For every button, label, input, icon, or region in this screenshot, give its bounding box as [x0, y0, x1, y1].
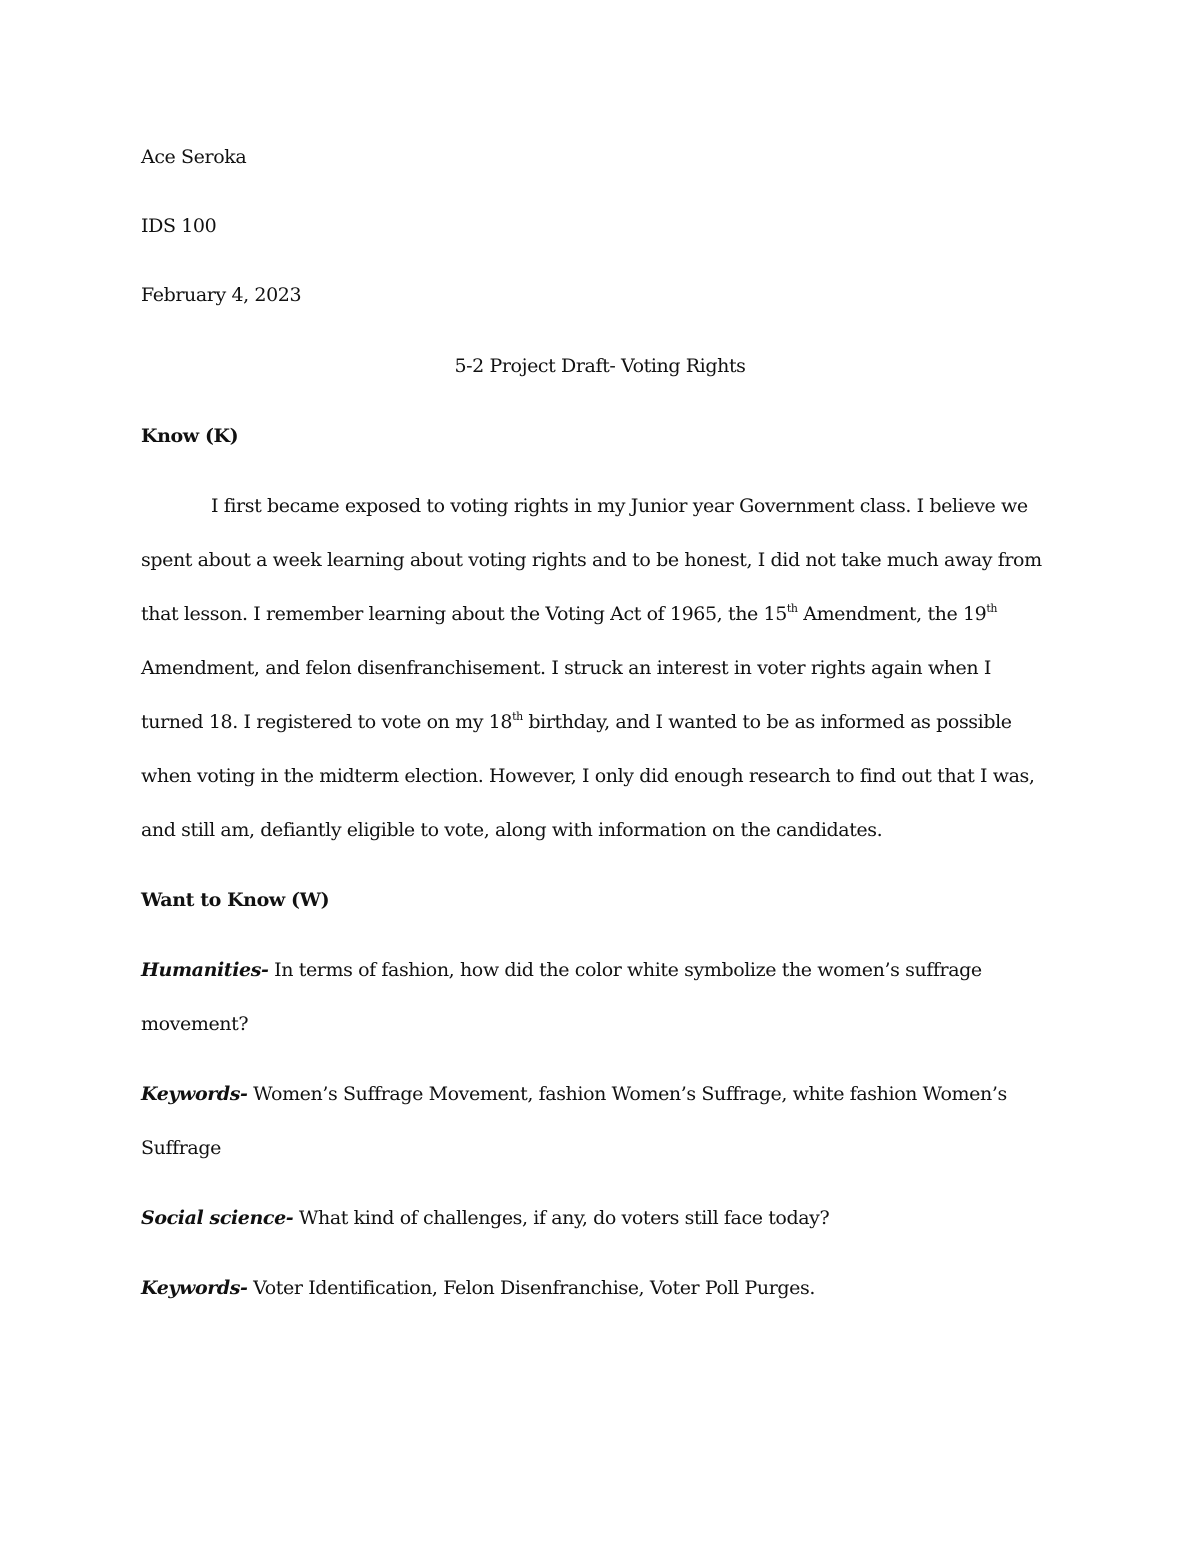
know-paragraph-line: [141, 602, 997, 626]
humanities-question: [141, 958, 982, 982]
social-science-label: Social science-: [141, 1207, 294, 1229]
know-heading: Know (K): [141, 425, 239, 447]
superscript: th: [986, 601, 998, 615]
text-run: that lesson. I remember learning about the Voting Act of 1965, the 15: [141, 603, 787, 625]
superscript: th: [512, 709, 523, 723]
document-date: February 4, 2023: [141, 284, 302, 306]
social-science-text: What kind of challenges, if any, do voters still face today?: [293, 1207, 830, 1229]
keywords-humanities: [141, 1082, 1007, 1106]
course-name: IDS 100: [141, 215, 217, 237]
humanities-text: In terms of fashion, how did the color white symbolize the women’s suffrage: [268, 959, 982, 981]
want-heading: Want to Know (W): [141, 889, 330, 911]
keywords-text: Women’s Suffrage Movement, fashion Women’s Suffrage, white fashion Women’s: [247, 1083, 1007, 1105]
keywords-text: Voter Identification, Felon Disenfranchise, Voter Poll Purges.: [247, 1277, 816, 1299]
text-run: birthday, and I wanted to be as informed as possible: [522, 711, 1012, 733]
know-paragraph-line: when voting in the midterm election. However, I only did enough research to find out that I was,: [141, 765, 1035, 787]
know-paragraph-line: [141, 710, 1012, 734]
social-science-question: [141, 1206, 829, 1230]
humanities-label: Humanities-: [141, 959, 269, 981]
author-name: Ace Seroka: [141, 146, 247, 168]
keywords-social-science: [141, 1276, 815, 1300]
keywords-label: Keywords-: [141, 1083, 248, 1105]
superscript: th: [786, 601, 798, 615]
know-paragraph-line: spent about a week learning about voting rights and to be honest, I did not take much away from: [141, 549, 1042, 571]
know-paragraph-line: and still am, defiantly eligible to vote, along with information on the candidates.: [141, 819, 883, 841]
document-title: 5-2 Project Draft- Voting Rights: [454, 355, 746, 377]
text-run: Amendment, the 19: [797, 603, 987, 625]
keywords-label: Keywords-: [141, 1277, 248, 1299]
keywords-humanities-cont: Suffrage: [141, 1137, 221, 1159]
humanities-question-cont: movement?: [141, 1013, 249, 1035]
text-run: turned 18. I registered to vote on my 18: [141, 711, 513, 733]
know-paragraph-line: Amendment, and felon disenfranchisement. I struck an interest in voter rights again when I: [141, 657, 991, 679]
know-paragraph-line: I first became exposed to voting rights in my Junior year Government class. I believe we: [211, 495, 1028, 517]
